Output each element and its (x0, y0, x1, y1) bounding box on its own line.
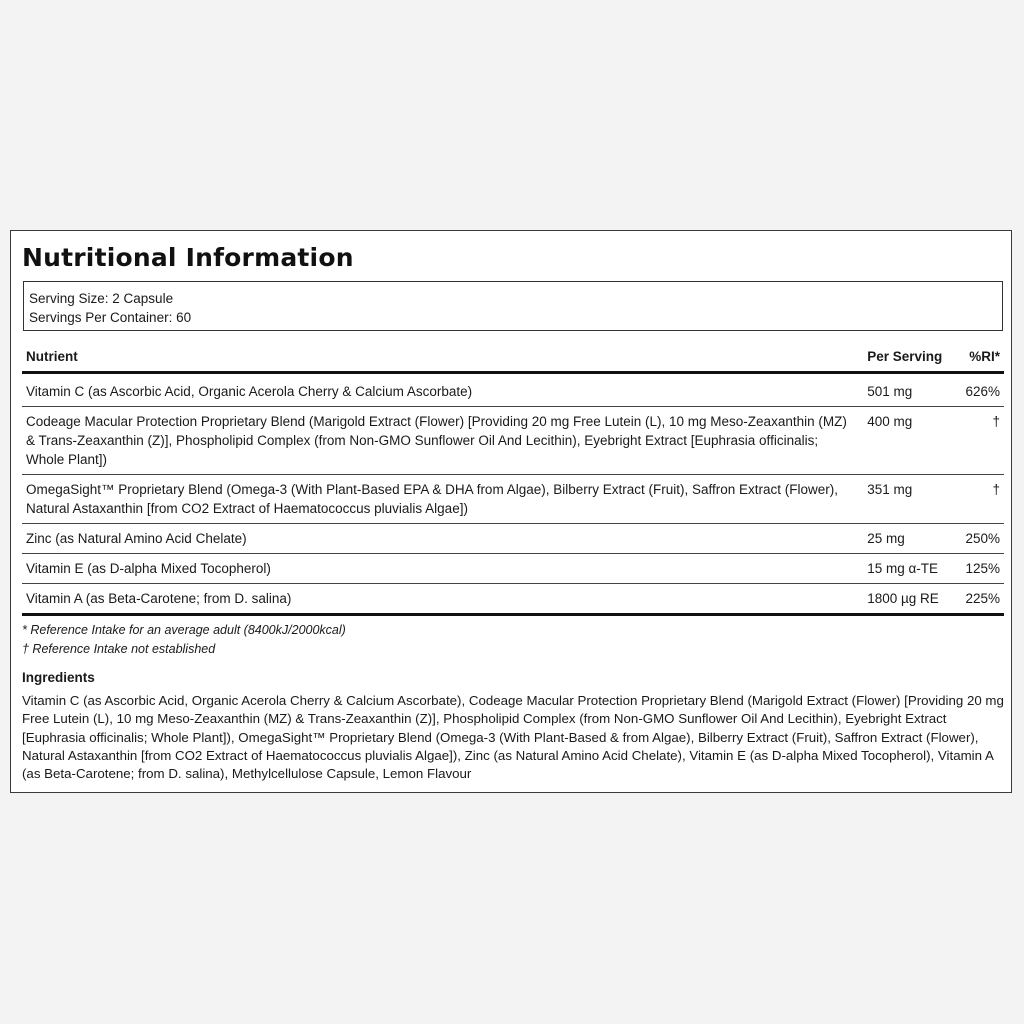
nutrient-cell: OmegaSight™ Proprietary Blend (Omega-3 (With Plant-Based EPA & DHA from Algae), Bilberry Extract (Fruit), Saffron Extract (Flower), Natural Astaxanthin [from CO2 Extract of Haematococcus pluvialis Algae]) (22, 475, 863, 524)
nutrient-cell: Vitamin A (as Beta-Carotene; from D. salina) (22, 584, 863, 615)
table-row (22, 373, 1004, 407)
nutrient-cell: Zinc (as Natural Amino Acid Chelate) (22, 524, 863, 554)
per-serving-cell: 1800 µg RE (863, 584, 956, 615)
ri-cell: 225% (956, 584, 1004, 615)
ingredients-heading: Ingredients (22, 670, 95, 685)
per-serving-cell: 501 mg (863, 373, 956, 407)
nutrient-cell: Vitamin E (as D-alpha Mixed Tocopherol) (22, 554, 863, 584)
footnote-reference-intake: * Reference Intake for an average adult (8400kJ/2000kcal) (22, 623, 346, 637)
nutrition-panel (10, 230, 1012, 793)
ingredients-text: Vitamin C (as Ascorbic Acid, Organic Acerola Cherry & Calcium Ascorbate), Codeage Macular Protection Proprietary Blend (Marigold Extract (Flower) [Providing 20 mg Free Lutein (L), 10 mg Meso-Zeaxanthin (MZ) & Trans-Zeaxanthin (Z)], Phospholipid Complex (from Non-GMO Sunflower Oil And Lecithin), Eyebright Extract [Euphrasia officinalis; Whole Plant]), OmegaSight™ Proprietary Blend (Omega-3 (With Plant-Based & from Algae), Bilberry Extract (Fruit), Saffron Extract (Flower), Natural Astaxanthin [from CO2 Extract of Haematococcus pluvialis Algae]), Zinc (as Natural Amino Acid Chelate), Vitamin E (as D-alpha Mixed Tocopherol), Vitamin A (as Beta-Carotene; from D. salina), Methylcellulose Capsule, Lemon Flavour (22, 693, 1004, 782)
table-row (22, 407, 1004, 475)
table-row (22, 554, 1004, 584)
nutrient-cell: Codeage Macular Protection Proprietary Blend (Marigold Extract (Flower) [Providing 20 mg Free Lutein (L), 10 mg Meso-Zeaxanthin (MZ) & Trans-Zeaxanthin (Z)], Phospholipid Complex (from Non-GMO Sunflower Oil And Lecithin), Eyebright Extract [Euphrasia officinalis; Whole Plant]) (22, 407, 863, 475)
serving-size: Serving Size: 2 Capsule (29, 291, 174, 306)
footnote-not-established: † Reference Intake not established (22, 641, 216, 656)
table-row (22, 584, 1004, 615)
per-serving-cell: 351 mg (863, 475, 956, 524)
serving-info-box (23, 281, 1003, 331)
table-row (22, 475, 1004, 524)
page-title: Nutritional Information (22, 243, 354, 272)
ri-cell: † (956, 475, 1004, 524)
footnotes (22, 621, 346, 658)
ri-cell: 626% (956, 373, 1004, 407)
nutrient-table (22, 337, 1004, 616)
column-header-ri: %RI* (956, 337, 1004, 373)
per-serving-cell: 400 mg (863, 407, 956, 475)
ri-cell: 125% (956, 554, 1004, 584)
column-header-per-serving: Per Serving (863, 337, 956, 373)
nutrient-cell: Vitamin C (as Ascorbic Acid, Organic Acerola Cherry & Calcium Ascorbate) (22, 373, 863, 407)
ri-cell: † (956, 407, 1004, 475)
per-serving-cell: 25 mg (863, 524, 956, 554)
servings-per-container: Servings Per Container: 60 (29, 310, 192, 325)
ri-cell: 250% (956, 524, 1004, 554)
column-header-nutrient: Nutrient (22, 337, 863, 373)
per-serving-cell: 15 mg α-TE (863, 554, 956, 584)
table-header-row (22, 337, 1004, 373)
table-row (22, 524, 1004, 554)
